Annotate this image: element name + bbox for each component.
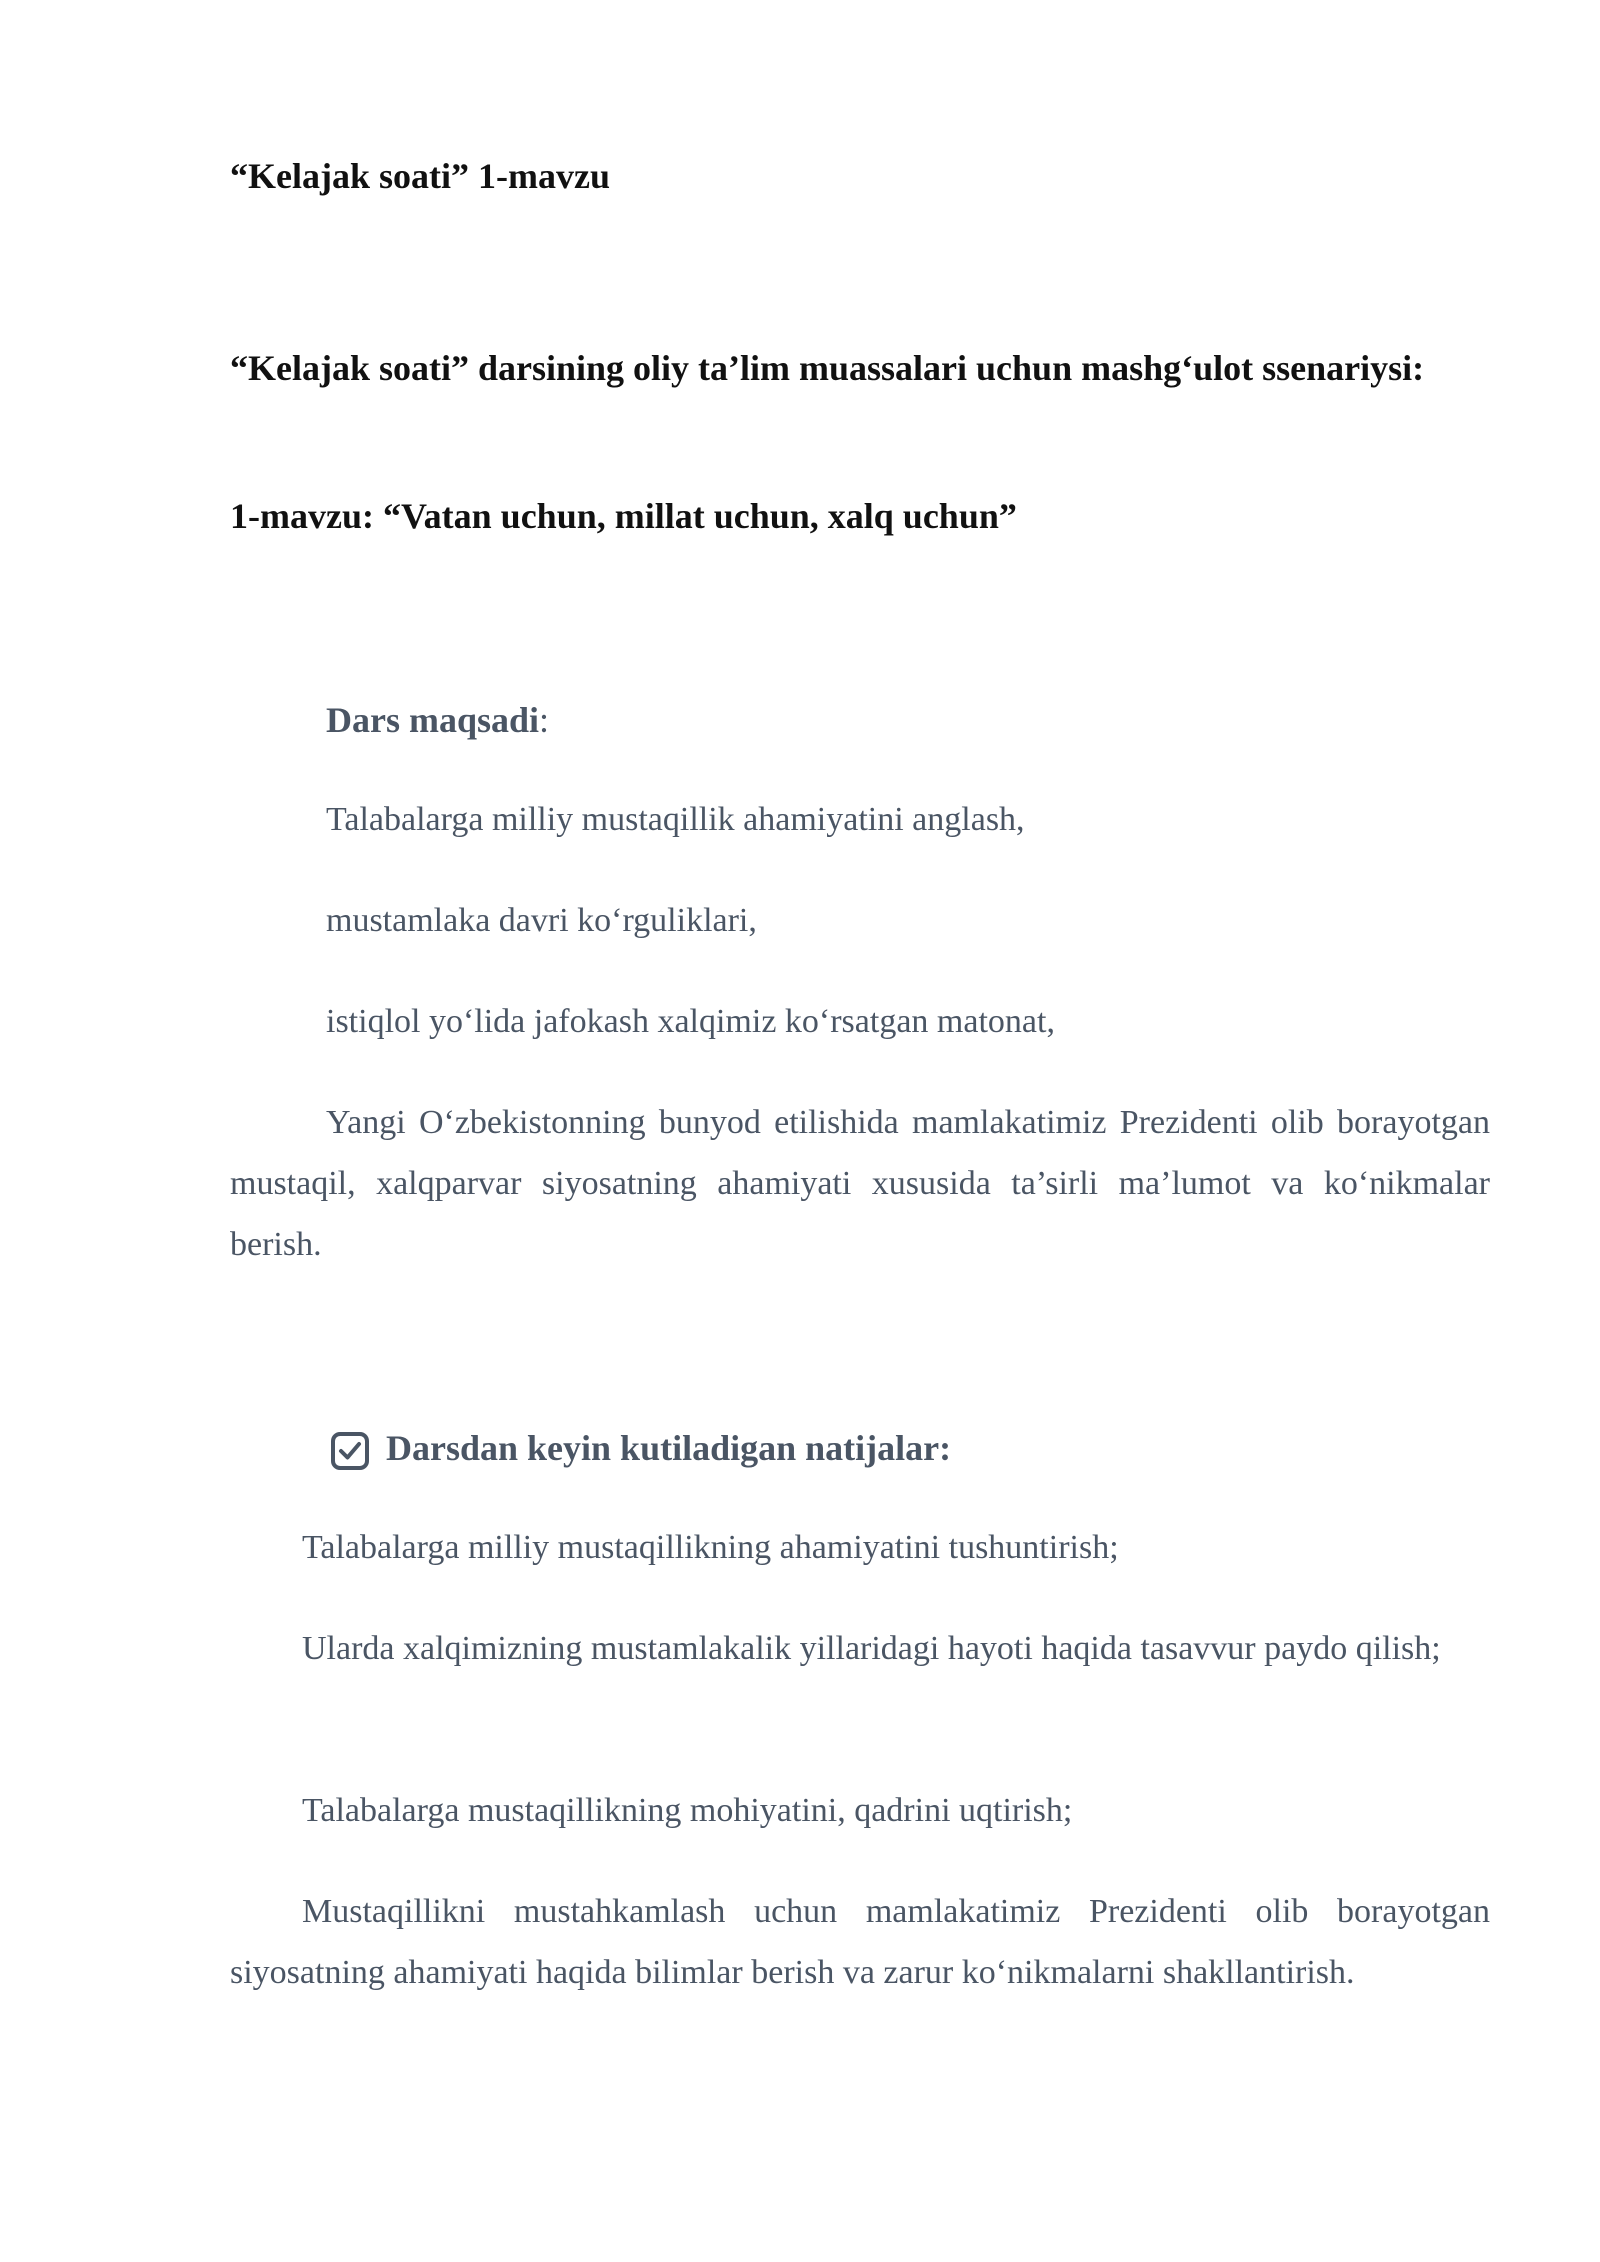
aim-item: mustamlaka davri ko‘rguliklari,	[326, 902, 757, 939]
document-title: “Kelajak soati” 1-mavzu	[230, 156, 610, 196]
results-label: Darsdan keyin kutiladigan natijalar:	[386, 1428, 952, 1468]
aims-section-title	[326, 690, 1490, 751]
result-item: Talabalarga milliy mustaqillikning ahamiyatini tushuntirish;	[302, 1529, 1119, 1566]
aim-item: istiqlol yo‘lida jafokash xalqimiz ko‘rsatgan matonat,	[326, 1003, 1055, 1040]
aim-item: Talabalarga milliy mustaqillik ahamiyatini anglash,	[326, 801, 1025, 838]
topic-title: 1-mavzu: “Vatan uchun, millat uchun, xalq uchun”	[230, 496, 1017, 536]
checkbox-checked-icon	[330, 1429, 370, 1469]
aims-colon: :	[539, 700, 550, 740]
aims-label: Dars maqsadi	[326, 700, 540, 740]
results-section-title	[330, 1418, 1494, 1479]
aim-item: Yangi O‘zbekistonning bunyod etilishida mamlakatimiz Prezidenti olib borayotgan mustaqil, xalqparvar siyosatning ahamiyati xususida ta’sirli ma’lumot va ko‘nikmalar berish.	[230, 1104, 1490, 1263]
result-item: Talabalarga mustaqillikning mohiyatini, qadrini uqtirish;	[302, 1792, 1073, 1829]
document-heading: “Kelajak soati” darsining oliy ta’lim muassalari uchun mashg‘ulot ssenariysi:	[230, 348, 1425, 388]
result-item: Ularda xalqimizning mustamlakalik yillaridagi hayoti haqida tasavvur paydo qilish;	[302, 1630, 1441, 1667]
result-item: Mustaqillikni mustahkamlash uchun mamlakatimiz Prezidenti olib borayotgan siyosatning ahamiyati haqida bilimlar berish va zarur ko‘nikmalarni shakllantirish.	[230, 1893, 1490, 1991]
